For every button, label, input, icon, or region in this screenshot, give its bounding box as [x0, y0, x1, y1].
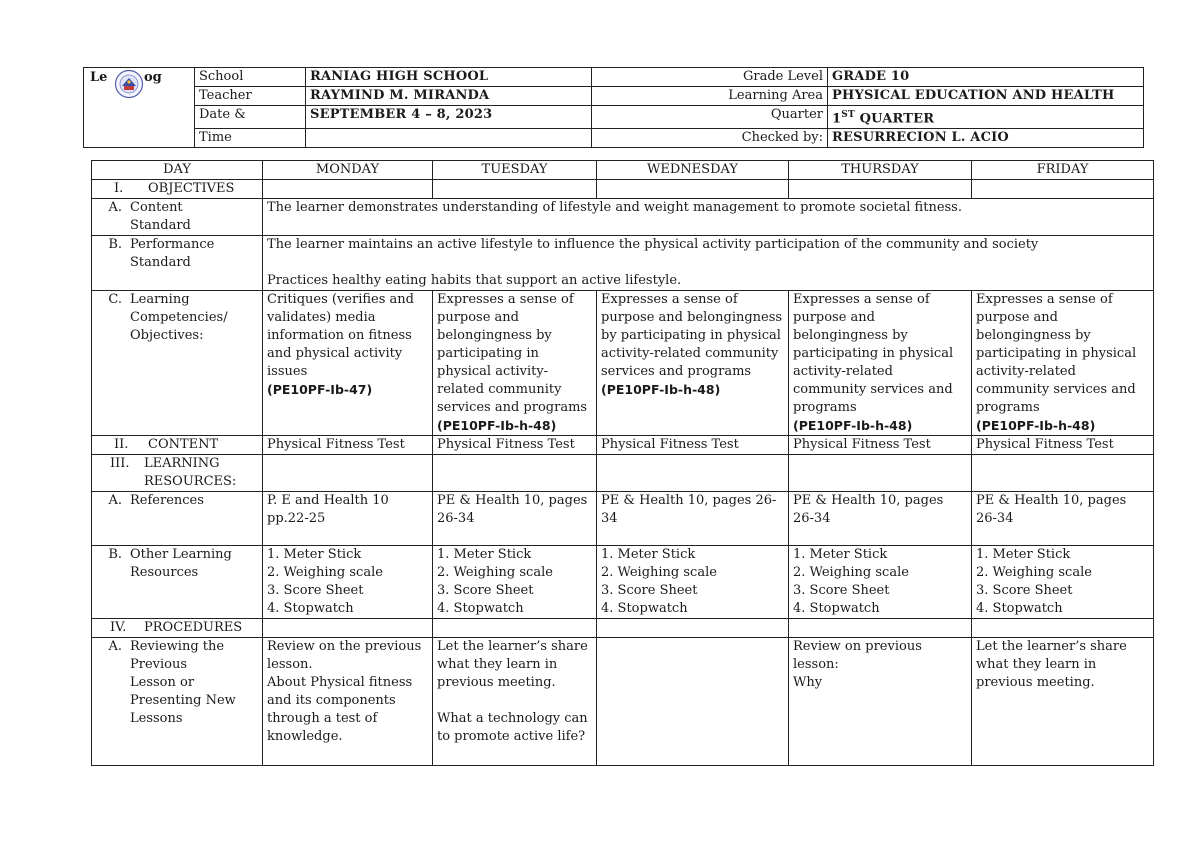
resource-item: 3. Score Sheet: [601, 583, 698, 598]
performance-standard-number: B.: [108, 237, 122, 252]
reviewing-label: [92, 638, 263, 766]
label-line: LEARNING: [144, 456, 220, 471]
reviewing-line: lesson:: [793, 657, 839, 672]
reviewing-line: [437, 692, 592, 710]
tuesday-header: TUESDAY: [433, 161, 597, 180]
teacher-value: RAYMIND M. MIRANDA: [306, 87, 592, 106]
resource-item: 4. Stopwatch: [437, 601, 524, 616]
grade-level-label: Grade Level: [592, 68, 828, 87]
reviewing-line: previous meeting.: [976, 675, 1095, 690]
reviewing-line: Why: [793, 675, 823, 690]
monday-content-cell: Physical Fitness Test: [263, 436, 433, 455]
competencies-label: [92, 291, 263, 436]
objectives-text: OBJECTIVES: [148, 181, 235, 196]
reference-line: 34: [601, 511, 618, 526]
thursday-reviewing-cell: [789, 638, 972, 766]
label-line: Reviewing the: [130, 639, 225, 654]
reviewing-line: Review on previous: [793, 639, 922, 654]
resource-item: 3. Score Sheet: [437, 583, 534, 598]
logo-text-left: Le: [90, 70, 108, 85]
teacher-label: Teacher: [195, 87, 306, 106]
competency-line: belongingness by: [793, 328, 908, 343]
references-row: [92, 492, 1154, 546]
reference-line: PE & Health 10, pages: [793, 493, 944, 508]
competency-line: community services and: [976, 382, 1136, 397]
competency-code: (PE10PF-Ib-h-48): [976, 418, 1096, 433]
time-label: Time: [195, 129, 306, 148]
competency-line: Expresses a sense of: [601, 292, 738, 307]
procedures-text: PROCEDURES: [144, 620, 243, 635]
day-header: DAY: [92, 161, 263, 180]
label-line: Objectives:: [130, 328, 204, 343]
logo-cell: [84, 68, 195, 148]
resources-number: III.: [110, 456, 130, 471]
monday-header: MONDAY: [263, 161, 433, 180]
competency-line: purpose and: [437, 310, 519, 325]
date-value: SEPTEMBER 4 – 8, 2023: [306, 106, 592, 129]
reviewing-line: what they learn in: [437, 657, 558, 672]
competencies-row: [92, 291, 1154, 436]
objectives-number: I.: [114, 181, 124, 196]
references-label: [92, 492, 263, 546]
resource-item: 4. Stopwatch: [793, 601, 880, 616]
competency-line: purpose and: [976, 310, 1058, 325]
competency-line: participating in physical: [976, 346, 1137, 361]
other-resources-row: [92, 546, 1154, 619]
tuesday-reference-cell: [433, 492, 597, 546]
deped-seal-icon: [114, 69, 144, 99]
reference-line: PE & Health 10, pages: [437, 493, 588, 508]
monday-competency-cell: [263, 291, 433, 436]
competency-line: participating in physical: [793, 346, 954, 361]
friday-header: FRIDAY: [972, 161, 1154, 180]
resource-item: 4. Stopwatch: [601, 601, 688, 616]
label-line: Lessons: [130, 711, 183, 726]
content-row: [92, 436, 1154, 455]
label-line: Performance: [130, 237, 215, 252]
label-line: RESOURCES:: [144, 474, 237, 489]
tuesday-reviewing-cell: [433, 638, 597, 766]
resources-label: [92, 455, 263, 492]
label-line: Other Learning: [130, 547, 232, 562]
reviewing-line: lesson.: [267, 657, 313, 672]
thursday-competency-cell: [789, 291, 972, 436]
resource-item: 2. Weighing scale: [267, 565, 383, 580]
label-line: Previous: [130, 657, 188, 672]
resource-item: 1. Meter Stick: [267, 547, 362, 562]
procedures-label: [92, 619, 263, 638]
reviewing-row: [92, 638, 1154, 766]
tuesday-other-resources-cell: [433, 546, 597, 619]
competency-line: programs: [976, 400, 1040, 415]
resource-item: 3. Score Sheet: [267, 583, 364, 598]
thursday-content-cell: Physical Fitness Test: [789, 436, 972, 455]
reviewing-line: to promote active life?: [437, 729, 586, 744]
label-line: Standard: [130, 255, 191, 270]
quarter-word: QUARTER: [854, 111, 935, 127]
content-text: CONTENT: [148, 437, 219, 452]
monday-reference-cell: [263, 492, 433, 546]
reviewing-line: About Physical fitness: [267, 675, 413, 690]
competency-line: activity-related community: [601, 346, 779, 361]
competencies-number: C.: [108, 292, 122, 307]
quarter-label: Quarter: [592, 106, 828, 129]
wednesday-competency-cell: [597, 291, 789, 436]
resource-item: 2. Weighing scale: [793, 565, 909, 580]
resource-item: 4. Stopwatch: [976, 601, 1063, 616]
days-row: [92, 161, 1154, 180]
resource-item: 4. Stopwatch: [267, 601, 354, 616]
competency-line: purpose and: [793, 310, 875, 325]
content-label: [92, 436, 263, 455]
performance-standard-text1: The learner maintains an active lifestyle to influence the physical activity participation of the community and society: [267, 237, 1039, 252]
reviewing-line: Review on the previous: [267, 639, 422, 654]
reference-line: 26-34: [437, 511, 475, 526]
wednesday-reviewing-cell: [597, 638, 789, 766]
competency-code: (PE10PF-Ib-47): [267, 382, 373, 397]
label-line: Competencies/: [130, 310, 228, 325]
competency-line: information on fitness: [267, 328, 412, 343]
resource-item: 2. Weighing scale: [601, 565, 717, 580]
objectives-label: [92, 180, 263, 199]
friday-reference-cell: [972, 492, 1154, 546]
reviewing-line: What a technology can: [437, 711, 588, 726]
monday-other-resources-cell: [263, 546, 433, 619]
logo-text-right: og: [144, 70, 162, 85]
lesson-plan-table: [91, 160, 1154, 766]
competency-line: purpose and belongingness: [601, 310, 783, 325]
content-standard-number: A.: [108, 200, 122, 215]
resource-item: 1. Meter Stick: [793, 547, 888, 562]
tuesday-competency-cell: [433, 291, 597, 436]
monday-reviewing-cell: [263, 638, 433, 766]
thursday-reference-cell: [789, 492, 972, 546]
school-value: RANIAG HIGH SCHOOL: [306, 68, 592, 87]
procedures-row: [92, 619, 1154, 638]
resource-item: 3. Score Sheet: [976, 583, 1073, 598]
time-value: [306, 129, 592, 148]
reference-line: 26-34: [793, 511, 831, 526]
competency-line: Expresses a sense of: [976, 292, 1113, 307]
objectives-row: [92, 180, 1154, 199]
reference-line: pp.22-25: [267, 511, 326, 526]
competency-line: activity-related: [976, 364, 1076, 379]
reference-line: PE & Health 10, pages 26-: [601, 493, 777, 508]
friday-reviewing-cell: [972, 638, 1154, 766]
reviewing-line: knowledge.: [267, 729, 343, 744]
competency-code: (PE10PF-Ib-h-48): [601, 382, 721, 397]
resource-item: 1. Meter Stick: [437, 547, 532, 562]
competency-line: physical activity-: [437, 364, 549, 379]
label-line: Resources: [130, 565, 199, 580]
label-line: Lesson or: [130, 675, 195, 690]
competency-line: participating in: [437, 346, 539, 361]
quarter-value: [828, 106, 1144, 129]
competency-line: belongingness by: [437, 328, 552, 343]
resource-item: 1. Meter Stick: [976, 547, 1071, 562]
checked-by-value: RESURRECION L. ACIO: [828, 129, 1144, 148]
wednesday-other-resources-cell: [597, 546, 789, 619]
competency-line: belongingness by: [976, 328, 1091, 343]
content-standard-label: [92, 199, 263, 236]
competency-line: programs: [793, 400, 857, 415]
quarter-number: 1: [832, 111, 842, 127]
label-line: Presenting New: [130, 693, 236, 708]
date-label: Date &: [195, 106, 306, 129]
reviewing-line: what they learn in: [976, 657, 1097, 672]
references-number: A.: [108, 493, 122, 508]
reviewing-line: through a test of: [267, 711, 378, 726]
school-label: School: [195, 68, 306, 87]
competency-line: and physical activity: [267, 346, 403, 361]
competency-line: by participating in physical: [601, 328, 781, 343]
learning-area-label: Learning Area: [592, 87, 828, 106]
competency-code: (PE10PF-Ib-h-48): [437, 418, 557, 433]
label-line: Learning: [130, 292, 190, 307]
performance-standard-text2: Practices healthy eating habits that support an active lifestyle.: [267, 273, 682, 288]
resource-item: 3. Score Sheet: [793, 583, 890, 598]
tuesday-content-cell: Physical Fitness Test: [433, 436, 597, 455]
competency-line: Expresses a sense of: [437, 292, 574, 307]
reviewing-line: Let the learner’s share: [976, 639, 1127, 654]
thursday-header: THURSDAY: [789, 161, 972, 180]
thursday-other-resources-cell: [789, 546, 972, 619]
label-line: Standard: [130, 218, 191, 233]
competency-code: (PE10PF-Ib-h-48): [793, 418, 913, 433]
references-text: References: [130, 493, 204, 508]
procedures-number: IV.: [110, 620, 127, 635]
competency-line: services and programs: [437, 400, 588, 415]
checked-by-label: Checked by:: [592, 129, 828, 148]
competency-line: related community: [437, 382, 562, 397]
resource-item: 1. Meter Stick: [601, 547, 696, 562]
wednesday-header: WEDNESDAY: [597, 161, 789, 180]
reference-line: PE & Health 10, pages: [976, 493, 1127, 508]
competency-line: validates) media: [267, 310, 376, 325]
reference-line: P. E and Health 10: [267, 493, 389, 508]
competency-line: services and programs: [601, 364, 752, 379]
reviewing-line: Let the learner’s share: [437, 639, 588, 654]
performance-standard-cell: [263, 236, 1154, 291]
friday-competency-cell: [972, 291, 1154, 436]
wednesday-reference-cell: [597, 492, 789, 546]
reviewing-number: A.: [108, 639, 122, 654]
content-standard-text: The learner demonstrates understanding of lifestyle and weight management to promote societal fitness.: [263, 199, 1154, 236]
reference-line: 26-34: [976, 511, 1014, 526]
resource-item: 2. Weighing scale: [976, 565, 1092, 580]
competency-line: community services and: [793, 382, 953, 397]
competency-line: Expresses a sense of: [793, 292, 930, 307]
friday-content-cell: Physical Fitness Test: [972, 436, 1154, 455]
learning-area-value: PHYSICAL EDUCATION AND HEALTH: [828, 87, 1144, 106]
header-table: [83, 67, 1144, 148]
competency-line: Critiques (verifies and: [267, 292, 414, 307]
wednesday-content-cell: Physical Fitness Test: [597, 436, 789, 455]
reviewing-line: previous meeting.: [437, 675, 556, 690]
content-standard-row: [92, 199, 1154, 236]
competency-line: activity-related: [793, 364, 893, 379]
resources-row: [92, 455, 1154, 492]
performance-standard-row: [92, 236, 1154, 291]
resource-item: 2. Weighing scale: [437, 565, 553, 580]
quarter-ordinal: ST: [841, 110, 855, 120]
other-resources-number: B.: [108, 547, 122, 562]
friday-other-resources-cell: [972, 546, 1154, 619]
grade-level-value: GRADE 10: [828, 68, 1144, 87]
other-resources-label: [92, 546, 263, 619]
label-line: Content: [130, 200, 183, 215]
reviewing-line: and its components: [267, 693, 396, 708]
performance-standard-label: [92, 236, 263, 291]
competency-line: issues: [267, 364, 308, 379]
content-number: II.: [114, 437, 129, 452]
